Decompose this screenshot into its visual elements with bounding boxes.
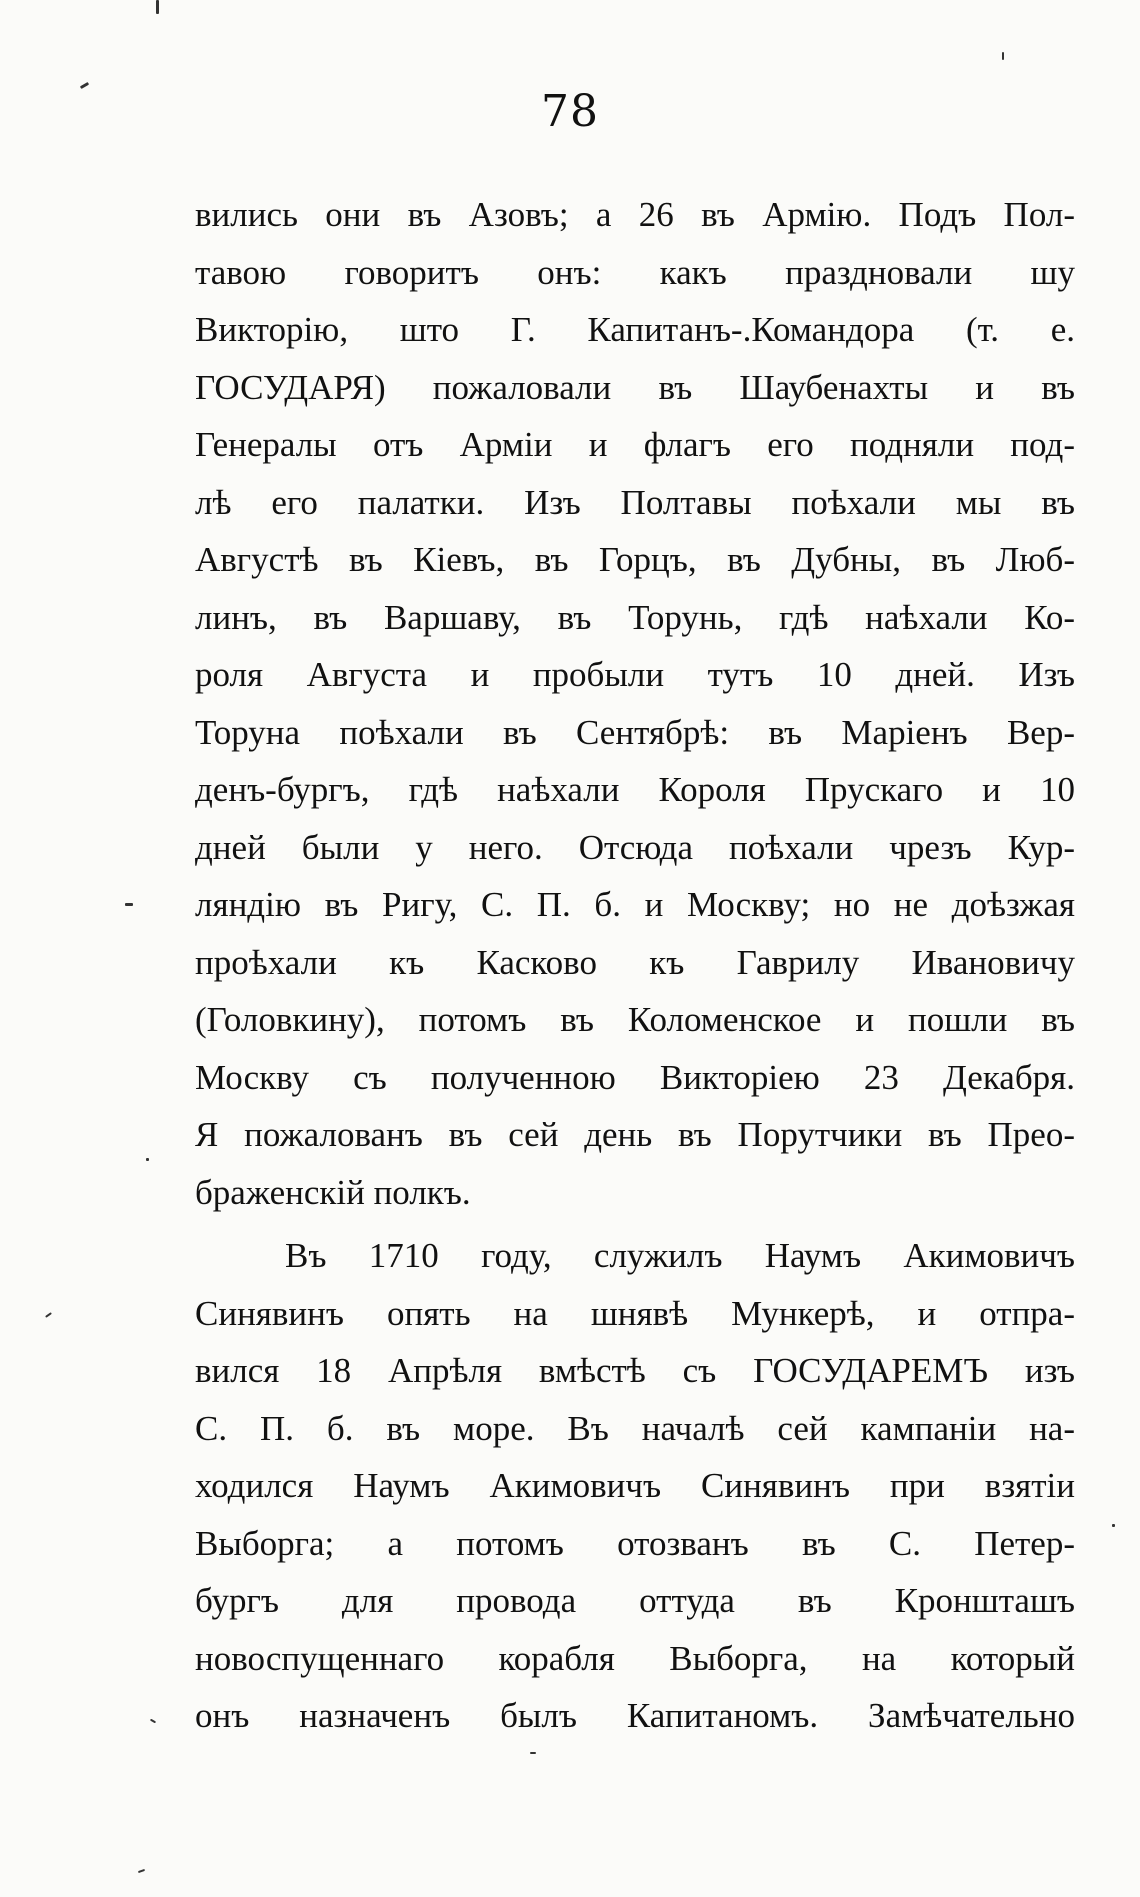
text-line: линъ, въ Варшаву, въ Торунь, гдѣ наѣхали Ко-	[195, 597, 1075, 637]
text-line: бургъ для провода оттуда въ Кроншташъ	[195, 1581, 1075, 1620]
text-line: Москву съ полученною Викторіею 23 Декабря.	[195, 1057, 1075, 1097]
scan-speck	[150, 1719, 156, 1724]
text-line: Я пожалованъ въ сей день въ Порутчики въ Прео-	[195, 1115, 1075, 1154]
text-line: (Головкину), потомъ въ Коломенское и пошли въ	[195, 1000, 1075, 1039]
text-line: Августѣ въ Кіевъ, въ Горцъ, въ Дубны, въ Люб-	[195, 540, 1075, 579]
text-line: вился 18 Апрѣля вмѣстѣ съ ГОСУДАРЕМЪ изъ	[195, 1351, 1075, 1390]
scan-speck	[125, 903, 133, 906]
text-line: вились они въ Азовъ; а 26 въ Армію. Подъ Пол-	[195, 195, 1075, 234]
text-line: Выборга; а потомъ отозванъ въ С. Петер-	[195, 1523, 1075, 1563]
text-line: роля Августа и пробыли тутъ 10 дней. Изъ	[195, 655, 1075, 694]
text-line: Торуна поѣхали въ Сентябрѣ: въ Маріенъ Вер-	[195, 712, 1075, 752]
scan-speck	[1002, 52, 1004, 60]
text-line: браженскій полкъ.	[195, 1172, 471, 1212]
scan-speck	[530, 1752, 536, 1754]
text-line: ГОСУДАРЯ) пожаловали въ Шаубенахты и въ	[195, 367, 1075, 407]
text-line: тавою говоритъ онъ: какъ праздновали шу	[195, 252, 1075, 292]
text-line: дней были у него. Отсюда поѣхали чрезъ Кур-	[195, 827, 1075, 867]
text-line: Синявинъ опять на шнявѣ Мункерѣ, и отпра-	[195, 1293, 1075, 1333]
text-line: С. П. б. въ море. Въ началѣ сей кампаніи на-	[195, 1408, 1075, 1448]
text-line: Въ 1710 году, служилъ Наумъ Акимовичъ	[285, 1236, 1075, 1275]
text-line: проѣхали къ Касково къ Гаврилу Ивановичу	[195, 942, 1075, 982]
scan-speck	[45, 1312, 52, 1318]
page-number: 78	[541, 86, 599, 137]
text-line: ляндію въ Ригу, С. П. б. и Москву; но не доѣзжая	[195, 885, 1075, 924]
text-line: ходился Наумъ Акимовичъ Синявинъ при взятіи	[195, 1466, 1075, 1505]
text-line: онъ назначенъ былъ Капитаномъ. Замѣчательно	[195, 1696, 1075, 1735]
text-body	[195, 186, 1075, 1745]
text-line: денъ-бургъ, гдѣ наѣхали Короля Прускаго и 10	[195, 770, 1075, 809]
scan-speck	[146, 1158, 149, 1161]
text-line: Генералы отъ Арміи и флагъ его подняли под-	[195, 425, 1075, 464]
text-line: лѣ его палатки. Изъ Полтавы поѣхали мы въ	[195, 482, 1075, 522]
scan-speck	[1112, 1524, 1115, 1527]
text-line: новоспущеннаго корабля Выборга, на который	[195, 1638, 1075, 1678]
scan-speck	[156, 0, 159, 14]
scan-speck	[138, 1869, 145, 1873]
text-line: Викторію, што Г. Капитанъ-.Командора (т. е.	[195, 310, 1075, 349]
